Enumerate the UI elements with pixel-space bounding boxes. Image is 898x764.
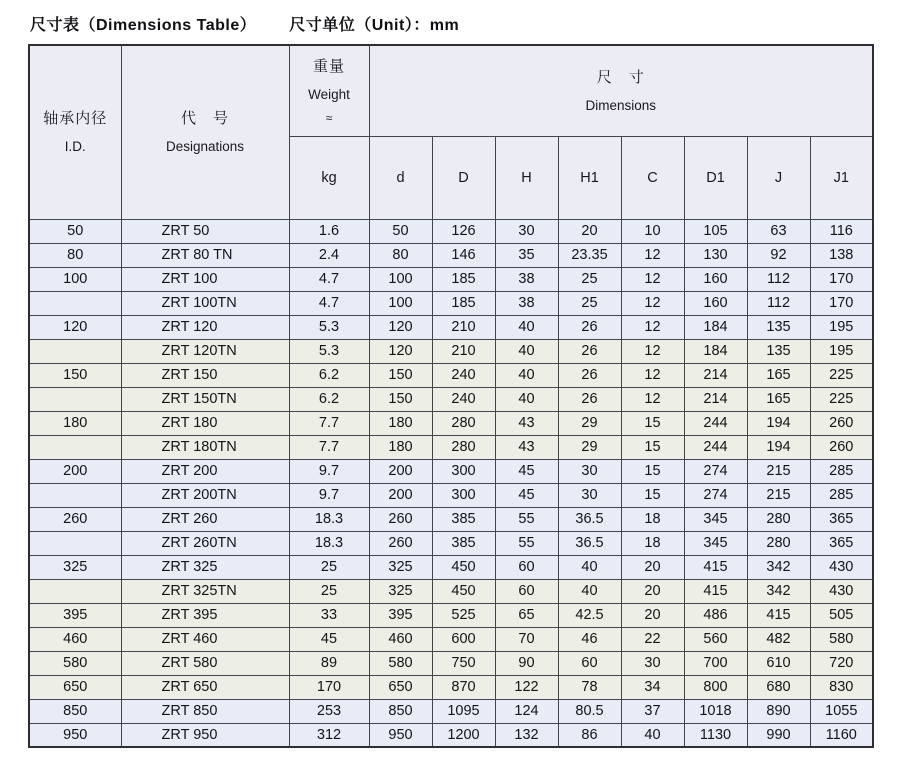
weight-cell: 9.7	[289, 483, 369, 507]
dim-cell: 40	[558, 555, 621, 579]
dim-cell: 600	[432, 627, 495, 651]
dim-cell: 415	[684, 579, 747, 603]
dim-cell: 700	[684, 651, 747, 675]
dim-cell: 720	[810, 651, 873, 675]
table-body	[29, 219, 873, 747]
dim-cell: 45	[495, 459, 558, 483]
dim-cell: 1095	[432, 699, 495, 723]
dim-cell: 300	[432, 483, 495, 507]
designation-cell: ZRT 120	[121, 315, 289, 339]
dim-cell: 15	[621, 459, 684, 483]
dim-cell: 415	[684, 555, 747, 579]
dim-cell: 37	[621, 699, 684, 723]
dim-cell: 20	[621, 555, 684, 579]
dim-cell: 150	[369, 363, 432, 387]
header-designation	[121, 45, 289, 219]
dim-cell: 12	[621, 315, 684, 339]
dim-cell: 486	[684, 603, 747, 627]
dim-cell: 124	[495, 699, 558, 723]
dim-cell: 260	[810, 435, 873, 459]
dim-cell: 385	[432, 507, 495, 531]
dim-cell: 23.35	[558, 243, 621, 267]
dim-cell: 180	[369, 435, 432, 459]
table-row	[29, 315, 873, 339]
dim-cell: 850	[369, 699, 432, 723]
dim-cell: 40	[495, 387, 558, 411]
id-cell: 950	[29, 723, 121, 747]
dim-cell: 210	[432, 315, 495, 339]
designation-cell: ZRT 650	[121, 675, 289, 699]
dim-cell: 45	[495, 483, 558, 507]
dim-cell: 130	[684, 243, 747, 267]
id-cell	[29, 387, 121, 411]
dim-cell: 280	[747, 531, 810, 555]
id-cell	[29, 339, 121, 363]
dim-cell: 184	[684, 315, 747, 339]
dim-cell: 214	[684, 363, 747, 387]
dim-cell: 285	[810, 459, 873, 483]
dim-cell: 80.5	[558, 699, 621, 723]
id-cell: 850	[29, 699, 121, 723]
table-title: 尺寸表（Dimensions Table）	[30, 17, 257, 34]
id-cell	[29, 531, 121, 555]
dim-cell: 170	[810, 291, 873, 315]
dim-cell: 280	[432, 411, 495, 435]
dim-cell: 200	[369, 483, 432, 507]
dim-cell: 184	[684, 339, 747, 363]
id-cell: 180	[29, 411, 121, 435]
dim-cell: 12	[621, 291, 684, 315]
dim-cell: 29	[558, 435, 621, 459]
table-row	[29, 603, 873, 627]
dim-cell: 650	[369, 675, 432, 699]
dim-cell: 40	[621, 723, 684, 747]
dim-cell: 18	[621, 507, 684, 531]
dim-cell: 890	[747, 699, 810, 723]
dim-cell: 46	[558, 627, 621, 651]
dim-cell: 1130	[684, 723, 747, 747]
unit-label: 尺寸单位（Unit）：mm	[289, 17, 460, 34]
weight-cell: 18.3	[289, 531, 369, 555]
dim-cell: 120	[369, 315, 432, 339]
header-dimensions-cn: 尺 寸	[596, 68, 645, 86]
weight-cell: 312	[289, 723, 369, 747]
dim-cell: 260	[369, 531, 432, 555]
designation-cell: ZRT 580	[121, 651, 289, 675]
designation-cell: ZRT 395	[121, 603, 289, 627]
dim-cell: 22	[621, 627, 684, 651]
dim-cell: 60	[495, 579, 558, 603]
dim-cell: 30	[558, 459, 621, 483]
dim-cell: 26	[558, 363, 621, 387]
designation-cell: ZRT 50	[121, 219, 289, 243]
dim-cell: 450	[432, 579, 495, 603]
dim-cell: 365	[810, 507, 873, 531]
dim-cell: 990	[747, 723, 810, 747]
designation-cell: ZRT 200TN	[121, 483, 289, 507]
header-dim-col-D1: D1	[684, 136, 747, 219]
dim-cell: 12	[621, 387, 684, 411]
dim-cell: 300	[432, 459, 495, 483]
weight-cell: 7.7	[289, 435, 369, 459]
weight-cell: 25	[289, 579, 369, 603]
dim-cell: 194	[747, 435, 810, 459]
id-cell: 100	[29, 267, 121, 291]
weight-cell: 33	[289, 603, 369, 627]
dim-cell: 40	[495, 339, 558, 363]
header-dim-col-D: D	[432, 136, 495, 219]
dim-cell: 12	[621, 363, 684, 387]
designation-cell: ZRT 260TN	[121, 531, 289, 555]
dim-cell: 112	[747, 267, 810, 291]
dim-cell: 215	[747, 483, 810, 507]
dim-cell: 580	[810, 627, 873, 651]
header-weight-en: Weight	[308, 87, 350, 103]
table-row	[29, 459, 873, 483]
table-row	[29, 267, 873, 291]
dim-cell: 60	[558, 651, 621, 675]
dim-cell: 342	[747, 555, 810, 579]
dim-cell: 225	[810, 363, 873, 387]
dim-cell: 274	[684, 483, 747, 507]
table-row	[29, 483, 873, 507]
table-row	[29, 387, 873, 411]
header-id-en: I.D.	[64, 139, 86, 155]
header-weight-cn: 重量	[312, 58, 345, 76]
dim-cell: 240	[432, 387, 495, 411]
dim-cell: 122	[495, 675, 558, 699]
header-dim-col-H1: H1	[558, 136, 621, 219]
dim-cell: 55	[495, 531, 558, 555]
dim-cell: 830	[810, 675, 873, 699]
dim-cell: 800	[684, 675, 747, 699]
dim-cell: 70	[495, 627, 558, 651]
table-row	[29, 627, 873, 651]
dim-cell: 116	[810, 219, 873, 243]
dim-cell: 86	[558, 723, 621, 747]
dimensions-table	[28, 44, 874, 748]
id-cell: 260	[29, 507, 121, 531]
id-cell: 395	[29, 603, 121, 627]
id-cell: 150	[29, 363, 121, 387]
dim-cell: 15	[621, 483, 684, 507]
dim-cell: 680	[747, 675, 810, 699]
dim-cell: 325	[369, 579, 432, 603]
weight-cell: 89	[289, 651, 369, 675]
dim-cell: 240	[432, 363, 495, 387]
dim-cell: 505	[810, 603, 873, 627]
dim-cell: 100	[369, 291, 432, 315]
header-designation-en: Designations	[165, 139, 245, 155]
dim-cell: 146	[432, 243, 495, 267]
dim-cell: 210	[432, 339, 495, 363]
weight-cell: 5.3	[289, 315, 369, 339]
dim-cell: 185	[432, 267, 495, 291]
table-row	[29, 675, 873, 699]
designation-cell: ZRT 460	[121, 627, 289, 651]
dim-cell: 12	[621, 339, 684, 363]
dim-cell: 325	[369, 555, 432, 579]
table-row	[29, 339, 873, 363]
dim-cell: 60	[495, 555, 558, 579]
weight-cell: 170	[289, 675, 369, 699]
approx-symbol: ≈	[325, 111, 333, 126]
id-cell: 650	[29, 675, 121, 699]
dim-cell: 20	[621, 603, 684, 627]
weight-cell: 45	[289, 627, 369, 651]
weight-cell: 7.7	[289, 411, 369, 435]
designation-cell: ZRT 180TN	[121, 435, 289, 459]
table-row	[29, 651, 873, 675]
weight-cell: 2.4	[289, 243, 369, 267]
dim-cell: 244	[684, 411, 747, 435]
dim-cell: 450	[432, 555, 495, 579]
table-row	[29, 699, 873, 723]
dim-cell: 260	[810, 411, 873, 435]
dim-cell: 26	[558, 315, 621, 339]
header-dimensions-en: Dimensions	[585, 97, 657, 113]
dim-cell: 460	[369, 627, 432, 651]
dim-cell: 63	[747, 219, 810, 243]
dim-cell: 950	[369, 723, 432, 747]
table-row	[29, 435, 873, 459]
dim-cell: 10	[621, 219, 684, 243]
weight-cell: 6.2	[289, 387, 369, 411]
header-weight-unit: kg	[289, 136, 369, 219]
header-dim-col-C: C	[621, 136, 684, 219]
dim-cell: 26	[558, 339, 621, 363]
dim-cell: 750	[432, 651, 495, 675]
dim-cell: 20	[558, 219, 621, 243]
dim-cell: 135	[747, 315, 810, 339]
dim-cell: 195	[810, 315, 873, 339]
dim-cell: 180	[369, 411, 432, 435]
dim-cell: 1200	[432, 723, 495, 747]
table-row	[29, 291, 873, 315]
dim-cell: 30	[495, 219, 558, 243]
dim-cell: 244	[684, 435, 747, 459]
dim-cell: 30	[621, 651, 684, 675]
dim-cell: 214	[684, 387, 747, 411]
dim-cell: 40	[558, 579, 621, 603]
dim-cell: 260	[369, 507, 432, 531]
table-row	[29, 531, 873, 555]
weight-cell: 9.7	[289, 459, 369, 483]
header-dim-col-J1: J1	[810, 136, 873, 219]
dim-cell: 12	[621, 267, 684, 291]
dim-cell: 15	[621, 411, 684, 435]
dim-cell: 38	[495, 291, 558, 315]
header-designation-cn: 代 号	[180, 110, 229, 128]
dim-cell: 342	[747, 579, 810, 603]
dim-cell: 610	[747, 651, 810, 675]
dim-cell: 274	[684, 459, 747, 483]
dim-cell: 365	[810, 531, 873, 555]
dim-cell: 36.5	[558, 531, 621, 555]
dim-cell: 200	[369, 459, 432, 483]
dim-cell: 20	[621, 579, 684, 603]
header-weight	[289, 45, 369, 136]
table-row	[29, 579, 873, 603]
dim-cell: 195	[810, 339, 873, 363]
designation-cell: ZRT 180	[121, 411, 289, 435]
dim-cell: 185	[432, 291, 495, 315]
weight-cell: 4.7	[289, 291, 369, 315]
id-cell: 460	[29, 627, 121, 651]
dim-cell: 65	[495, 603, 558, 627]
dim-cell: 78	[558, 675, 621, 699]
dim-cell: 18	[621, 531, 684, 555]
id-cell	[29, 579, 121, 603]
weight-cell: 253	[289, 699, 369, 723]
dim-cell: 138	[810, 243, 873, 267]
table-row	[29, 243, 873, 267]
header-dimensions	[369, 45, 873, 136]
dim-cell: 560	[684, 627, 747, 651]
dim-cell: 165	[747, 363, 810, 387]
designation-cell: ZRT 150	[121, 363, 289, 387]
table-row	[29, 723, 873, 747]
id-cell: 80	[29, 243, 121, 267]
dim-cell: 194	[747, 411, 810, 435]
weight-cell: 25	[289, 555, 369, 579]
page-title	[0, 0, 898, 35]
table-row	[29, 219, 873, 243]
designation-cell: ZRT 100	[121, 267, 289, 291]
dim-cell: 135	[747, 339, 810, 363]
id-cell	[29, 291, 121, 315]
dim-cell: 40	[495, 363, 558, 387]
dim-cell: 160	[684, 291, 747, 315]
header-dim-col-J: J	[747, 136, 810, 219]
dim-cell: 34	[621, 675, 684, 699]
id-cell: 580	[29, 651, 121, 675]
dim-cell: 215	[747, 459, 810, 483]
header-id	[29, 45, 121, 219]
dim-cell: 25	[558, 291, 621, 315]
header-id-cn: 轴承内径	[43, 110, 108, 128]
weight-cell: 1.6	[289, 219, 369, 243]
weight-cell: 18.3	[289, 507, 369, 531]
designation-cell: ZRT 950	[121, 723, 289, 747]
dim-cell: 1055	[810, 699, 873, 723]
dim-cell: 1160	[810, 723, 873, 747]
id-cell	[29, 483, 121, 507]
dim-cell: 1018	[684, 699, 747, 723]
designation-cell: ZRT 325TN	[121, 579, 289, 603]
header-dim-col-H: H	[495, 136, 558, 219]
dim-cell: 35	[495, 243, 558, 267]
table-row	[29, 555, 873, 579]
dim-cell: 165	[747, 387, 810, 411]
id-cell	[29, 435, 121, 459]
dim-cell: 132	[495, 723, 558, 747]
dim-cell: 26	[558, 387, 621, 411]
dim-cell: 12	[621, 243, 684, 267]
dim-cell: 160	[684, 267, 747, 291]
dim-cell: 80	[369, 243, 432, 267]
dim-cell: 345	[684, 531, 747, 555]
dim-cell: 430	[810, 555, 873, 579]
dim-cell: 15	[621, 435, 684, 459]
dim-cell: 395	[369, 603, 432, 627]
designation-cell: ZRT 325	[121, 555, 289, 579]
dim-cell: 120	[369, 339, 432, 363]
weight-cell: 6.2	[289, 363, 369, 387]
table-row	[29, 507, 873, 531]
designation-cell: ZRT 850	[121, 699, 289, 723]
dim-cell: 280	[747, 507, 810, 531]
dim-cell: 30	[558, 483, 621, 507]
id-cell: 325	[29, 555, 121, 579]
dim-cell: 55	[495, 507, 558, 531]
weight-cell: 4.7	[289, 267, 369, 291]
dim-cell: 25	[558, 267, 621, 291]
designation-cell: ZRT 200	[121, 459, 289, 483]
designation-cell: ZRT 100TN	[121, 291, 289, 315]
dim-cell: 385	[432, 531, 495, 555]
dim-cell: 126	[432, 219, 495, 243]
dim-cell: 280	[432, 435, 495, 459]
dim-cell: 225	[810, 387, 873, 411]
dim-cell: 870	[432, 675, 495, 699]
dim-cell: 482	[747, 627, 810, 651]
dim-cell: 43	[495, 435, 558, 459]
dim-cell: 112	[747, 291, 810, 315]
dim-cell: 525	[432, 603, 495, 627]
dim-cell: 150	[369, 387, 432, 411]
dim-cell: 43	[495, 411, 558, 435]
dim-cell: 29	[558, 411, 621, 435]
dim-cell: 285	[810, 483, 873, 507]
id-cell: 50	[29, 219, 121, 243]
dim-cell: 90	[495, 651, 558, 675]
dim-cell: 105	[684, 219, 747, 243]
designation-cell: ZRT 260	[121, 507, 289, 531]
dim-cell: 38	[495, 267, 558, 291]
dim-cell: 345	[684, 507, 747, 531]
dim-cell: 415	[747, 603, 810, 627]
dim-cell: 580	[369, 651, 432, 675]
designation-cell: ZRT 80 TN	[121, 243, 289, 267]
dim-cell: 430	[810, 579, 873, 603]
weight-cell: 5.3	[289, 339, 369, 363]
dim-cell: 50	[369, 219, 432, 243]
id-cell: 120	[29, 315, 121, 339]
table-row	[29, 411, 873, 435]
id-cell: 200	[29, 459, 121, 483]
dim-cell: 40	[495, 315, 558, 339]
table-row	[29, 363, 873, 387]
dim-cell: 42.5	[558, 603, 621, 627]
dim-cell: 100	[369, 267, 432, 291]
designation-cell: ZRT 150TN	[121, 387, 289, 411]
designation-cell: ZRT 120TN	[121, 339, 289, 363]
dim-cell: 36.5	[558, 507, 621, 531]
header-dim-col-d: d	[369, 136, 432, 219]
dim-cell: 92	[747, 243, 810, 267]
dim-cell: 170	[810, 267, 873, 291]
